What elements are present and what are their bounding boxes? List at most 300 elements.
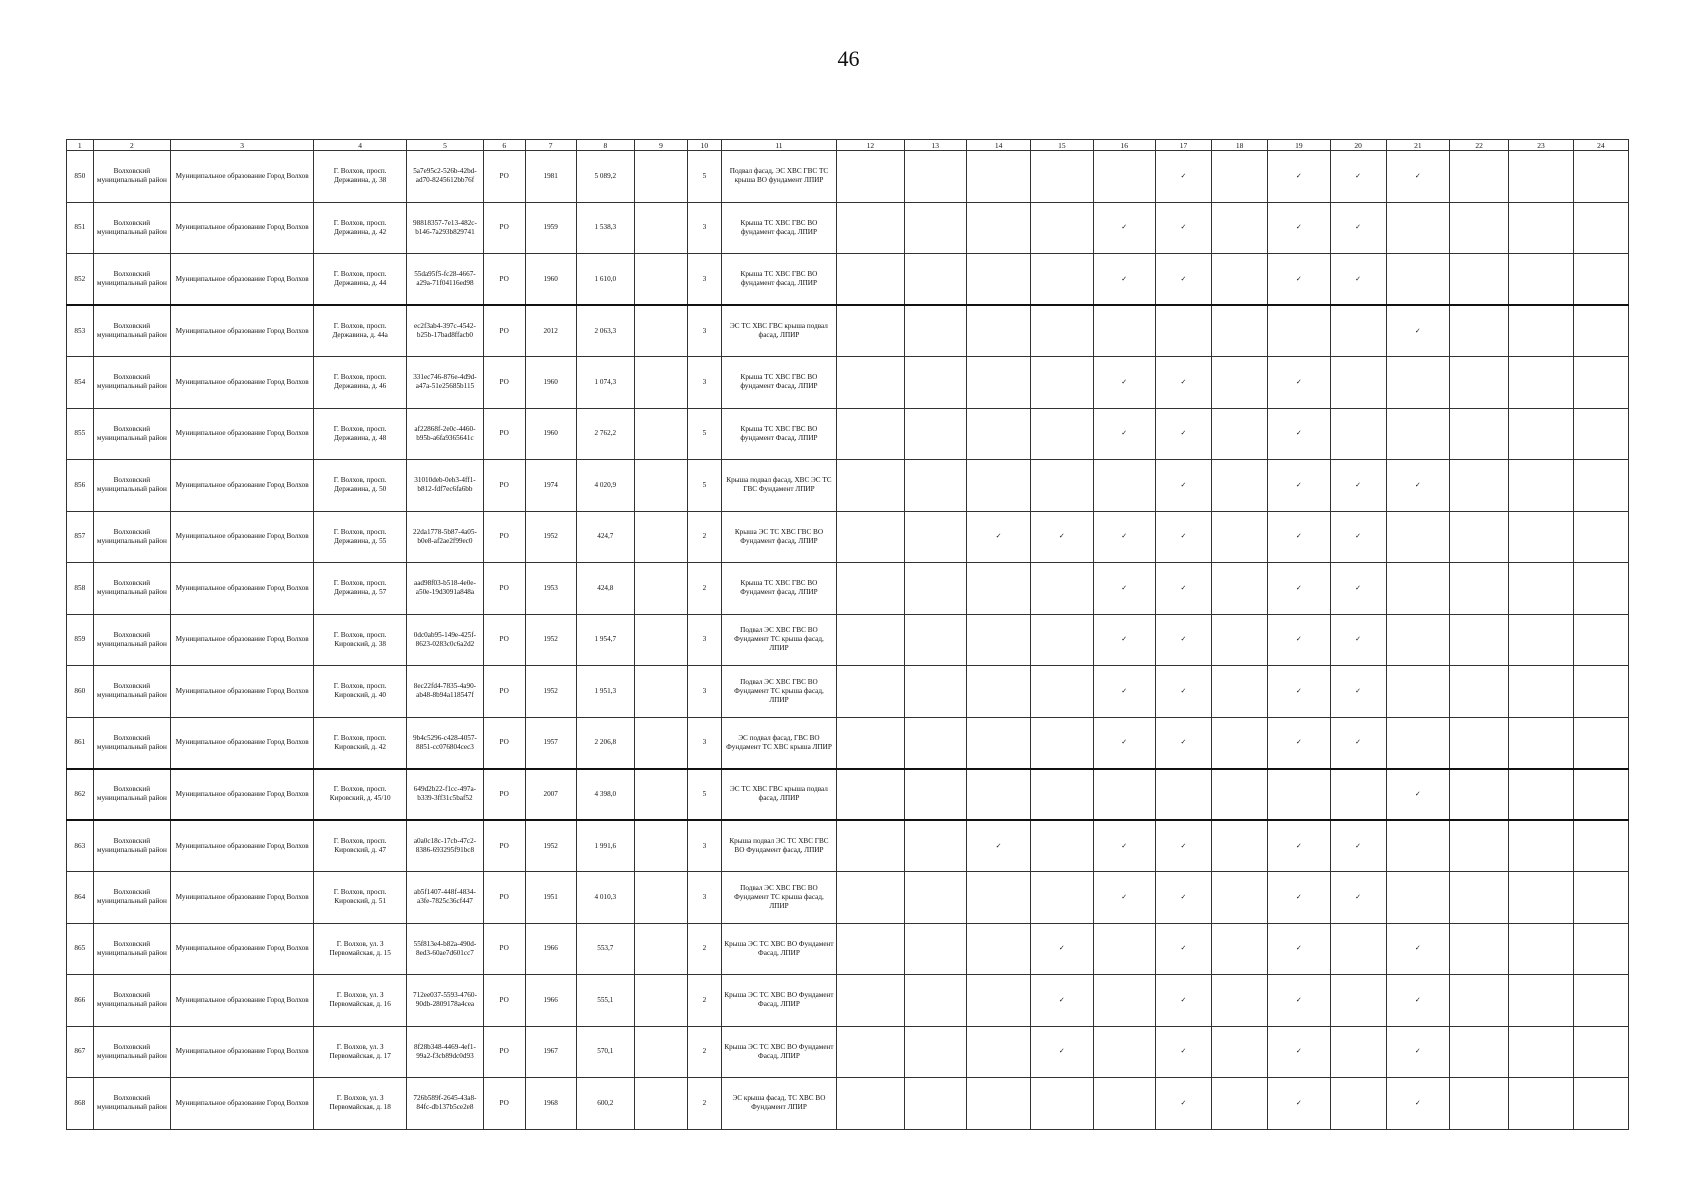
empty-cell bbox=[837, 460, 904, 512]
empty-cell bbox=[966, 254, 1030, 306]
works-cell: Крыша подвал фасад, ХВС ЭС ТС ГВС Фундамент ЛПИР bbox=[721, 460, 836, 512]
col10-cell: 3 bbox=[688, 717, 722, 769]
works-cell: ЭС ТС ХВС ГВС крыша подвал фасад, ЛПИР bbox=[721, 305, 836, 357]
row-number: 858 bbox=[67, 563, 94, 615]
empty-cell bbox=[966, 305, 1030, 357]
municipality-cell: Муниципальное образование Город Волхов bbox=[171, 1078, 314, 1130]
empty-cell bbox=[904, 872, 966, 924]
col9-cell bbox=[634, 1026, 687, 1078]
empty-cell bbox=[837, 769, 904, 821]
page-number: 46 bbox=[837, 46, 860, 71]
empty-cell bbox=[1386, 202, 1449, 254]
check-mark-icon: ✓ bbox=[1330, 820, 1386, 872]
empty-cell bbox=[966, 408, 1030, 460]
table-row bbox=[67, 872, 1629, 924]
empty-cell bbox=[904, 614, 966, 666]
empty-cell bbox=[1031, 254, 1093, 306]
area-cell: 553,7 bbox=[576, 923, 634, 975]
check-mark-icon: ✓ bbox=[1093, 408, 1155, 460]
type-cell: РО bbox=[483, 511, 525, 563]
table-row bbox=[67, 614, 1629, 666]
area-cell: 2 206,8 bbox=[576, 717, 634, 769]
empty-cell bbox=[1386, 717, 1449, 769]
empty-cell bbox=[1093, 460, 1155, 512]
col10-cell: 3 bbox=[688, 357, 722, 409]
column-header-5: 5 bbox=[407, 140, 484, 151]
district-cell: Волховский муниципальный район bbox=[93, 769, 171, 821]
empty-cell bbox=[1509, 511, 1573, 563]
empty-cell bbox=[1509, 666, 1573, 718]
empty-cell bbox=[904, 975, 966, 1027]
municipality-cell: Муниципальное образование Город Волхов bbox=[171, 666, 314, 718]
type-cell: РО bbox=[483, 254, 525, 306]
house-id-cell: 98818357-7e13-482c-b146-7a293b829741 bbox=[407, 202, 484, 254]
check-mark-icon: ✓ bbox=[1093, 563, 1155, 615]
empty-cell bbox=[1212, 769, 1268, 821]
address-cell: Г. Волхов, просп. Кировский, д. 38 bbox=[314, 614, 407, 666]
check-mark-icon: ✓ bbox=[1031, 975, 1093, 1027]
empty-cell bbox=[1031, 151, 1093, 203]
empty-cell bbox=[1509, 563, 1573, 615]
year-cell: 1953 bbox=[525, 563, 576, 615]
year-cell: 1966 bbox=[525, 923, 576, 975]
house-id-cell: 5a7e95c2-526b-42bd-ad70-8245612bb76f bbox=[407, 151, 484, 203]
check-mark-icon: ✓ bbox=[1093, 511, 1155, 563]
empty-cell bbox=[1093, 151, 1155, 203]
address-cell: Г. Волхов, просп. Державина, д. 57 bbox=[314, 563, 407, 615]
check-mark-icon: ✓ bbox=[1155, 357, 1211, 409]
empty-cell bbox=[1509, 202, 1573, 254]
house-id-cell: aad98f03-b518-4e0e-a50e-19d3091a848a bbox=[407, 563, 484, 615]
check-mark-icon: ✓ bbox=[1155, 614, 1211, 666]
col10-cell: 3 bbox=[688, 820, 722, 872]
table-row bbox=[67, 666, 1629, 718]
empty-cell bbox=[1330, 769, 1386, 821]
check-mark-icon: ✓ bbox=[1386, 460, 1449, 512]
type-cell: РО bbox=[483, 666, 525, 718]
house-id-cell: a0a0c18c-17cb-47c2-8386-693295f91bc8 bbox=[407, 820, 484, 872]
empty-cell bbox=[1450, 769, 1509, 821]
check-mark-icon: ✓ bbox=[1268, 872, 1330, 924]
check-mark-icon: ✓ bbox=[1093, 872, 1155, 924]
check-mark-icon: ✓ bbox=[1155, 254, 1211, 306]
check-mark-icon: ✓ bbox=[1330, 563, 1386, 615]
col9-cell bbox=[634, 614, 687, 666]
area-cell: 1 074,3 bbox=[576, 357, 634, 409]
municipality-cell: Муниципальное образование Город Волхов bbox=[171, 717, 314, 769]
check-mark-icon: ✓ bbox=[1155, 872, 1211, 924]
year-cell: 1960 bbox=[525, 254, 576, 306]
column-header-23: 23 bbox=[1509, 140, 1573, 151]
column-number-row bbox=[67, 140, 1629, 151]
works-cell: Крыша ТС ХВС ГВС ВО фундамент фасад, ЛПИР bbox=[721, 202, 836, 254]
address-cell: Г. Волхов, просп. Кировский, д. 42 bbox=[314, 717, 407, 769]
check-mark-icon: ✓ bbox=[1268, 563, 1330, 615]
empty-cell bbox=[904, 511, 966, 563]
empty-cell bbox=[1509, 872, 1573, 924]
empty-cell bbox=[1509, 1078, 1573, 1130]
empty-cell bbox=[1573, 923, 1628, 975]
address-cell: Г. Волхов, просп. Кировский, д. 40 bbox=[314, 666, 407, 718]
empty-cell bbox=[1386, 357, 1449, 409]
column-header-21: 21 bbox=[1386, 140, 1449, 151]
check-mark-icon: ✓ bbox=[1268, 820, 1330, 872]
empty-cell bbox=[1450, 408, 1509, 460]
year-cell: 1952 bbox=[525, 511, 576, 563]
district-cell: Волховский муниципальный район bbox=[93, 666, 171, 718]
district-cell: Волховский муниципальный район bbox=[93, 872, 171, 924]
empty-cell bbox=[1268, 769, 1330, 821]
table-row bbox=[67, 717, 1629, 769]
empty-cell bbox=[1031, 202, 1093, 254]
empty-cell bbox=[904, 820, 966, 872]
check-mark-icon: ✓ bbox=[1155, 717, 1211, 769]
col10-cell: 3 bbox=[688, 305, 722, 357]
empty-cell bbox=[1212, 717, 1268, 769]
district-cell: Волховский муниципальный район bbox=[93, 202, 171, 254]
col10-cell: 2 bbox=[688, 511, 722, 563]
empty-cell bbox=[966, 202, 1030, 254]
column-header-18: 18 bbox=[1212, 140, 1268, 151]
empty-cell bbox=[904, 666, 966, 718]
table-row bbox=[67, 151, 1629, 203]
empty-cell bbox=[1450, 872, 1509, 924]
empty-cell bbox=[1212, 820, 1268, 872]
column-header-9: 9 bbox=[634, 140, 687, 151]
column-header-22: 22 bbox=[1450, 140, 1509, 151]
empty-cell bbox=[1155, 305, 1211, 357]
empty-cell bbox=[966, 666, 1030, 718]
municipality-cell: Муниципальное образование Город Волхов bbox=[171, 151, 314, 203]
row-number: 868 bbox=[67, 1078, 94, 1130]
empty-cell bbox=[1212, 666, 1268, 718]
col10-cell: 5 bbox=[688, 408, 722, 460]
municipality-cell: Муниципальное образование Город Волхов bbox=[171, 563, 314, 615]
works-cell: Подвал фасад, ЭС ХВС ГВС ТС крыша ВО фундамент ЛПИР bbox=[721, 151, 836, 203]
empty-cell bbox=[1031, 872, 1093, 924]
district-cell: Волховский муниципальный район bbox=[93, 357, 171, 409]
house-id-cell: 8ec22fd4-7835-4a90-ab48-8b94a118547f bbox=[407, 666, 484, 718]
year-cell: 1952 bbox=[525, 666, 576, 718]
column-header-2: 2 bbox=[93, 140, 171, 151]
check-mark-icon: ✓ bbox=[1093, 357, 1155, 409]
column-header-8: 8 bbox=[576, 140, 634, 151]
empty-cell bbox=[1031, 305, 1093, 357]
col10-cell: 3 bbox=[688, 202, 722, 254]
works-cell: Крыша ТС ХВС ГВС ВО фундамент Фасад, ЛПИР bbox=[721, 357, 836, 409]
address-cell: Г. Волхов, просп. Державина, д. 44 bbox=[314, 254, 407, 306]
check-mark-icon: ✓ bbox=[1268, 460, 1330, 512]
empty-cell bbox=[1031, 1078, 1093, 1130]
empty-cell bbox=[1450, 151, 1509, 203]
empty-cell bbox=[1268, 305, 1330, 357]
empty-cell bbox=[904, 151, 966, 203]
empty-cell bbox=[1509, 614, 1573, 666]
check-mark-icon: ✓ bbox=[1330, 460, 1386, 512]
empty-cell bbox=[1509, 1026, 1573, 1078]
empty-cell bbox=[1450, 202, 1509, 254]
empty-cell bbox=[1450, 357, 1509, 409]
empty-cell bbox=[1573, 975, 1628, 1027]
district-cell: Волховский муниципальный район bbox=[93, 1026, 171, 1078]
year-cell: 1967 bbox=[525, 1026, 576, 1078]
area-cell: 4 010,3 bbox=[576, 872, 634, 924]
check-mark-icon: ✓ bbox=[1268, 666, 1330, 718]
empty-cell bbox=[1212, 202, 1268, 254]
empty-cell bbox=[837, 717, 904, 769]
column-header-14: 14 bbox=[966, 140, 1030, 151]
empty-cell bbox=[1212, 357, 1268, 409]
col10-cell: 2 bbox=[688, 563, 722, 615]
col9-cell bbox=[634, 357, 687, 409]
table-row bbox=[67, 923, 1629, 975]
house-id-cell: ec2f3ab4-397c-4542-b25b-17bad8ffacb0 bbox=[407, 305, 484, 357]
year-cell: 1981 bbox=[525, 151, 576, 203]
empty-cell bbox=[966, 923, 1030, 975]
row-number: 854 bbox=[67, 357, 94, 409]
house-id-cell: ab5f1407-448f-4834-a3fe-7825c36cf447 bbox=[407, 872, 484, 924]
empty-cell bbox=[1573, 820, 1628, 872]
area-cell: 424,8 bbox=[576, 563, 634, 615]
empty-cell bbox=[1212, 563, 1268, 615]
address-cell: Г. Волхов, ул. З Первомайская, д. 15 bbox=[314, 923, 407, 975]
check-mark-icon: ✓ bbox=[1155, 1026, 1211, 1078]
works-cell: ЭС подвал фасад, ГВС ВО Фундамент ТС ХВС крыша ЛПИР bbox=[721, 717, 836, 769]
works-cell: Крыша ТС ХВС ГВС ВО Фундамент фасад, ЛПИР bbox=[721, 563, 836, 615]
empty-cell bbox=[837, 975, 904, 1027]
col9-cell bbox=[634, 769, 687, 821]
municipality-cell: Муниципальное образование Город Волхов bbox=[171, 305, 314, 357]
area-cell: 1 610,0 bbox=[576, 254, 634, 306]
year-cell: 2007 bbox=[525, 769, 576, 821]
empty-cell bbox=[1031, 820, 1093, 872]
address-cell: Г. Волхов, ул. З Первомайская, д. 18 bbox=[314, 1078, 407, 1130]
col10-cell: 2 bbox=[688, 923, 722, 975]
type-cell: РО bbox=[483, 151, 525, 203]
check-mark-icon: ✓ bbox=[1268, 408, 1330, 460]
district-cell: Волховский муниципальный район bbox=[93, 254, 171, 306]
works-cell: Крыша ТС ХВС ГВС ВО фундамент Фасад, ЛПИР bbox=[721, 408, 836, 460]
row-number: 860 bbox=[67, 666, 94, 718]
col10-cell: 3 bbox=[688, 666, 722, 718]
empty-cell bbox=[1386, 254, 1449, 306]
row-number: 866 bbox=[67, 975, 94, 1027]
check-mark-icon: ✓ bbox=[1093, 202, 1155, 254]
district-cell: Волховский муниципальный район bbox=[93, 460, 171, 512]
municipality-cell: Муниципальное образование Город Волхов bbox=[171, 511, 314, 563]
empty-cell bbox=[1386, 666, 1449, 718]
empty-cell bbox=[904, 202, 966, 254]
empty-cell bbox=[1330, 923, 1386, 975]
empty-cell bbox=[837, 1026, 904, 1078]
table-row bbox=[67, 975, 1629, 1027]
empty-cell bbox=[837, 563, 904, 615]
house-id-cell: 8f28b348-4469-4ef1-99a2-f3cb89dc0d93 bbox=[407, 1026, 484, 1078]
col9-cell bbox=[634, 305, 687, 357]
column-header-17: 17 bbox=[1155, 140, 1211, 151]
empty-cell bbox=[904, 563, 966, 615]
col9-cell bbox=[634, 563, 687, 615]
check-mark-icon: ✓ bbox=[1268, 1026, 1330, 1078]
type-cell: РО bbox=[483, 975, 525, 1027]
row-number: 850 bbox=[67, 151, 94, 203]
works-cell: Подвал ЭС ХВС ГВС ВО Фундамент ТС крыша фасад, ЛПИР bbox=[721, 614, 836, 666]
district-cell: Волховский муниципальный район bbox=[93, 717, 171, 769]
municipality-cell: Муниципальное образование Город Волхов bbox=[171, 408, 314, 460]
col9-cell bbox=[634, 820, 687, 872]
empty-cell bbox=[1330, 357, 1386, 409]
empty-cell bbox=[1573, 563, 1628, 615]
year-cell: 1952 bbox=[525, 820, 576, 872]
house-id-cell: 9b4c5296-c428-4057-8851-cc076804cec3 bbox=[407, 717, 484, 769]
check-mark-icon: ✓ bbox=[1386, 305, 1449, 357]
district-cell: Волховский муниципальный район bbox=[93, 563, 171, 615]
house-id-cell: 0dc0ab95-149e-425f-8623-0283c0c6a2d2 bbox=[407, 614, 484, 666]
type-cell: РО bbox=[483, 923, 525, 975]
row-number: 867 bbox=[67, 1026, 94, 1078]
area-cell: 4 020,9 bbox=[576, 460, 634, 512]
type-cell: РО bbox=[483, 717, 525, 769]
area-cell: 2 063,3 bbox=[576, 305, 634, 357]
area-cell: 1 951,3 bbox=[576, 666, 634, 718]
empty-cell bbox=[1330, 1078, 1386, 1130]
check-mark-icon: ✓ bbox=[1155, 460, 1211, 512]
year-cell: 1952 bbox=[525, 614, 576, 666]
empty-cell bbox=[1212, 614, 1268, 666]
empty-cell bbox=[1573, 151, 1628, 203]
empty-cell bbox=[1212, 408, 1268, 460]
type-cell: РО bbox=[483, 563, 525, 615]
empty-cell bbox=[837, 151, 904, 203]
empty-cell bbox=[1573, 357, 1628, 409]
empty-cell bbox=[966, 563, 1030, 615]
empty-cell bbox=[1450, 666, 1509, 718]
col10-cell: 3 bbox=[688, 614, 722, 666]
empty-cell bbox=[966, 1078, 1030, 1130]
empty-cell bbox=[1031, 666, 1093, 718]
district-cell: Волховский муниципальный район bbox=[93, 820, 171, 872]
house-id-cell: 712ee037-5593-4760-90db-2809178a4cea bbox=[407, 975, 484, 1027]
empty-cell bbox=[1386, 511, 1449, 563]
col9-cell bbox=[634, 872, 687, 924]
check-mark-icon: ✓ bbox=[1093, 614, 1155, 666]
column-header-1: 1 bbox=[67, 140, 94, 151]
column-header-6: 6 bbox=[483, 140, 525, 151]
empty-cell bbox=[1212, 254, 1268, 306]
empty-cell bbox=[904, 1078, 966, 1130]
col9-cell bbox=[634, 666, 687, 718]
table-row bbox=[67, 1026, 1629, 1078]
empty-cell bbox=[904, 254, 966, 306]
municipality-cell: Муниципальное образование Город Волхов bbox=[171, 202, 314, 254]
empty-cell bbox=[1573, 254, 1628, 306]
year-cell: 1960 bbox=[525, 357, 576, 409]
works-cell: Крыша ЭС ТС ХВС ВО Фундамент Фасад, ЛПИР bbox=[721, 923, 836, 975]
check-mark-icon: ✓ bbox=[1093, 666, 1155, 718]
address-cell: Г. Волхов, просп. Державина, д. 55 bbox=[314, 511, 407, 563]
district-cell: Волховский муниципальный район bbox=[93, 151, 171, 203]
check-mark-icon: ✓ bbox=[1330, 614, 1386, 666]
empty-cell bbox=[1093, 923, 1155, 975]
check-mark-icon: ✓ bbox=[1031, 923, 1093, 975]
empty-cell bbox=[837, 923, 904, 975]
empty-cell bbox=[1093, 975, 1155, 1027]
empty-cell bbox=[837, 872, 904, 924]
row-number: 852 bbox=[67, 254, 94, 306]
type-cell: РО bbox=[483, 820, 525, 872]
table-row bbox=[67, 511, 1629, 563]
house-id-cell: 22da1778-5b87-4a05-b0e8-af2ae2f99ec0 bbox=[407, 511, 484, 563]
row-number: 859 bbox=[67, 614, 94, 666]
check-mark-icon: ✓ bbox=[1155, 1078, 1211, 1130]
check-mark-icon: ✓ bbox=[1268, 1078, 1330, 1130]
housing-register-table bbox=[66, 139, 1629, 1130]
empty-cell bbox=[1031, 717, 1093, 769]
empty-cell bbox=[1386, 563, 1449, 615]
address-cell: Г. Волхов, просп. Державина, д. 46 bbox=[314, 357, 407, 409]
check-mark-icon: ✓ bbox=[1268, 254, 1330, 306]
check-mark-icon: ✓ bbox=[1330, 717, 1386, 769]
empty-cell bbox=[904, 357, 966, 409]
empty-cell bbox=[1573, 717, 1628, 769]
check-mark-icon: ✓ bbox=[1155, 923, 1211, 975]
empty-cell bbox=[904, 717, 966, 769]
check-mark-icon: ✓ bbox=[1268, 717, 1330, 769]
empty-cell bbox=[1330, 1026, 1386, 1078]
table-row bbox=[67, 357, 1629, 409]
empty-cell bbox=[1509, 151, 1573, 203]
works-cell: Крыша ЭС ТС ХВС ВО Фундамент Фасад, ЛПИР bbox=[721, 975, 836, 1027]
col9-cell bbox=[634, 202, 687, 254]
empty-cell bbox=[1212, 511, 1268, 563]
empty-cell bbox=[837, 305, 904, 357]
table-row bbox=[67, 254, 1629, 306]
empty-cell bbox=[966, 614, 1030, 666]
col10-cell: 2 bbox=[688, 1026, 722, 1078]
table-row bbox=[67, 408, 1629, 460]
empty-cell bbox=[837, 614, 904, 666]
empty-cell bbox=[1212, 1078, 1268, 1130]
empty-cell bbox=[1450, 1078, 1509, 1130]
row-number: 857 bbox=[67, 511, 94, 563]
check-mark-icon: ✓ bbox=[1031, 511, 1093, 563]
type-cell: РО bbox=[483, 305, 525, 357]
house-id-cell: 55f813e4-b82a-490d-8ed3-60ae7d601cc7 bbox=[407, 923, 484, 975]
empty-cell bbox=[1573, 460, 1628, 512]
municipality-cell: Муниципальное образование Город Волхов bbox=[171, 357, 314, 409]
check-mark-icon: ✓ bbox=[1268, 511, 1330, 563]
empty-cell bbox=[837, 511, 904, 563]
col10-cell: 5 bbox=[688, 151, 722, 203]
empty-cell bbox=[1573, 872, 1628, 924]
check-mark-icon: ✓ bbox=[1155, 666, 1211, 718]
empty-cell bbox=[1330, 975, 1386, 1027]
table-row bbox=[67, 820, 1629, 872]
empty-cell bbox=[966, 975, 1030, 1027]
check-mark-icon: ✓ bbox=[1155, 151, 1211, 203]
row-number: 851 bbox=[67, 202, 94, 254]
empty-cell bbox=[1212, 305, 1268, 357]
area-cell: 2 762,2 bbox=[576, 408, 634, 460]
row-number: 863 bbox=[67, 820, 94, 872]
check-mark-icon: ✓ bbox=[1155, 202, 1211, 254]
area-cell: 424,7 bbox=[576, 511, 634, 563]
check-mark-icon: ✓ bbox=[1268, 151, 1330, 203]
district-cell: Волховский муниципальный район bbox=[93, 923, 171, 975]
house-id-cell: 726b589f-2645-43a8-84fc-db137b5ce2e8 bbox=[407, 1078, 484, 1130]
empty-cell bbox=[904, 923, 966, 975]
table-row bbox=[67, 460, 1629, 512]
